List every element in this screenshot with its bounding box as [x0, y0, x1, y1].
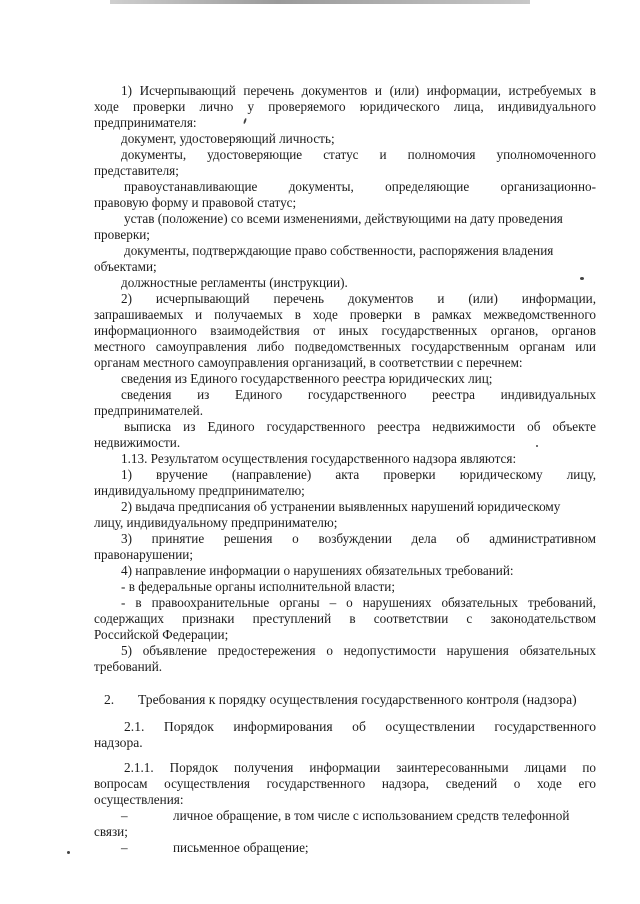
list-item: документы, подтверждающие право собственности, распоряжения владения: [124, 243, 554, 258]
subsection-2-1-cont: надзора.: [94, 735, 143, 750]
scan-speck: [243, 118, 247, 124]
para-2-line: органам местного самоуправления организаций, в соответствии с перечнем:: [94, 355, 523, 370]
list-item-cont: содержащих признаки преступлений в соответствии с законодательством: [94, 611, 596, 626]
subsection-2-1-1: 2.1.1. Порядок получения информации заинтересованными лицами по: [124, 760, 596, 775]
list-item: - в федеральные органы исполнительной власти;: [121, 579, 396, 594]
list-item-cont: требований.: [94, 659, 163, 674]
list-item: 5) объявление предостережения о недопустимости нарушения обязательных: [121, 643, 596, 658]
list-item-cont: предпринимателей.: [94, 403, 204, 418]
list-item: письменное обращение;: [173, 840, 309, 855]
section-title: Требования к порядку осуществления государственного контроля (надзора): [138, 692, 577, 707]
list-item-cont: лицу, индивидуальному предпринимателю;: [94, 515, 338, 530]
list-item: сведения из Единого государственного реестра юридических лиц;: [121, 371, 493, 386]
subsection-2-1-1-cont: вопросам осуществления государственного надзора, сведений о ходе его: [94, 776, 596, 791]
list-item-cont: недвижимости.: [94, 435, 181, 450]
list-item: - в правоохранительные органы – о нарушениях обязательных требований,: [121, 595, 596, 610]
para-1-line: ходе проверки лично у проверяемого юридического лица, индивидуального: [94, 99, 596, 114]
list-item: документы, удостоверяющие статус и полномочия уполномоченного: [121, 147, 596, 162]
section-1-13: 1.13. Результатом осуществления государственного надзора являются:: [121, 451, 517, 466]
para-2-line: информационного взаимодействия от иных государственных органов, органов: [94, 323, 596, 338]
list-item-cont: индивидуальному предпринимателю;: [94, 483, 305, 498]
subsection-2-1: 2.1. Порядок информирования об осуществлении государственного: [124, 719, 596, 734]
list-item: должностные регламенты (инструкции).: [121, 275, 348, 290]
para-1-line: 1) Исчерпывающий перечень документов и (или) информации, истребуемых в: [121, 83, 596, 98]
dash-bullet: –: [121, 808, 128, 823]
list-item: выписка из Единого государственного реестра недвижимости об объекте: [124, 419, 596, 434]
list-item: 3) принятие решения о возбуждении дела об административном: [121, 531, 596, 546]
para-2-line: запрашиваемых и получаемых в ходе проверки в рамках межведомственного: [94, 307, 596, 322]
scan-speck: [580, 277, 584, 280]
para-1-line: предпринимателя:: [94, 115, 197, 130]
list-item-cont: Российской Федерации;: [94, 627, 229, 642]
list-item: документ, удостоверяющий личность;: [121, 131, 335, 146]
dash-bullet: –: [121, 840, 128, 855]
list-item-cont: правовую форму и правовой статус;: [94, 195, 297, 210]
list-item-cont: представителя;: [94, 163, 179, 178]
list-item-cont: правонарушении;: [94, 547, 194, 562]
para-2-line: местного самоуправления либо подведомственных государственным органам или: [94, 339, 596, 354]
list-item: сведения из Единого государственного реестра индивидуальных: [121, 387, 596, 402]
list-item: 1) вручение (направление) акта проверки юридическому лицу,: [121, 467, 596, 482]
list-item: 4) направление информации о нарушениях обязательных требований:: [121, 563, 514, 578]
list-item: устав (положение) со всеми изменениями, действующими на дату проведения: [124, 211, 563, 226]
scan-speck: [536, 445, 538, 447]
list-item: правоустанавливающие документы, определяющие организационно-: [124, 179, 596, 194]
list-item-cont: проверки;: [94, 227, 150, 242]
para-2-line: 2) исчерпывающий перечень документов и (или) информации,: [121, 291, 596, 306]
list-item-cont: связи;: [94, 824, 128, 839]
list-item: личное обращение, в том числе с использованием средств телефонной: [173, 808, 570, 823]
list-item-cont: объектами;: [94, 259, 157, 274]
subsection-2-1-1-cont: осуществления:: [94, 792, 184, 807]
section-number: 2.: [104, 692, 115, 707]
scan-speck: [67, 851, 70, 854]
list-item: 2) выдача предписания об устранении выявленных нарушений юридическому: [121, 499, 561, 514]
